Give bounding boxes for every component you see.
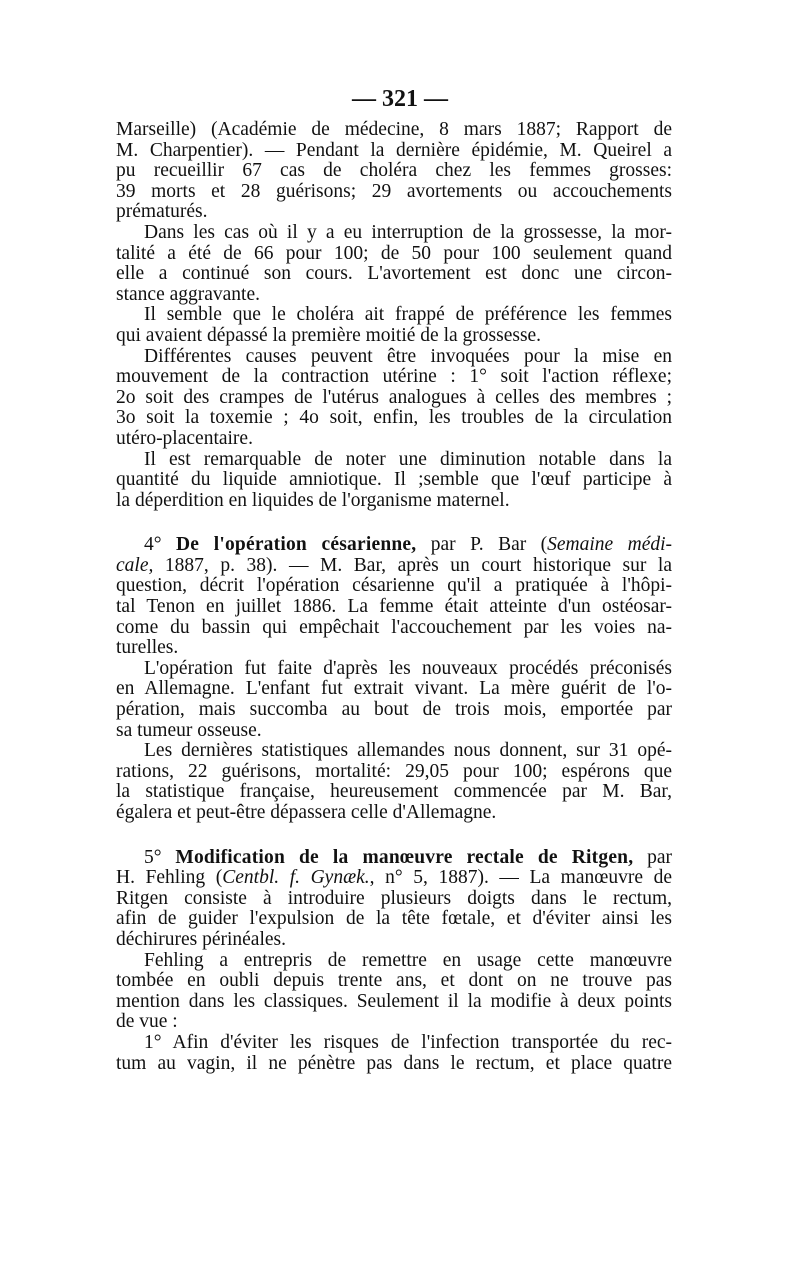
section-4-number: 4° [144,534,162,556]
text-line: tal Tenon en juillet 1886. La femme était atteinte d'un ostéosar- [116,596,672,618]
section-5-paragraphs [116,951,672,1075]
text-line: Les dernières statistiques allemandes nous donnent, sur 31 opé- [144,740,672,762]
section-4-byline: par P. Bar ( [416,534,548,556]
section-5-line-2 [116,868,672,889]
text-line: question, décrit l'opération césarienne qu'il a pratiquée à l'hôpi- [116,575,672,597]
section-4-line-2-text: 1887, p. 38). — M. Bar, après un court historique sur la [153,554,672,576]
section-4-paragraphs [116,659,672,824]
text-line: pération, mais succomba au bout de trois mois, emportée par [116,699,672,721]
text-line: Dans les cas où il y a eu interruption de la grossesse, la mor- [144,221,672,243]
section-4-lines [116,576,672,658]
text-line: 1° Afin d'éviter les risques de l'infection transportée du rec- [144,1031,672,1053]
paragraph [116,951,672,1033]
section-gap [116,824,672,848]
section-5-heading-line [116,848,672,869]
section-4-heading-line [116,535,672,556]
text-line: elle a continué son cours. L'avortement est donc une circon- [116,263,672,285]
text-line: la statistique française, heureusement commencée par M. Bar, [116,781,672,803]
text-line: afin de guider l'expulsion de la tête fœtale, et d'éviter ainsi les [116,908,672,930]
text-line: tum au vagin, il ne pénètre pas dans le rectum, et place quatre [116,1052,672,1074]
text-line: sa tumeur osseuse. [116,719,262,741]
paragraph [116,1033,672,1074]
text-line: come du bassin qui empêchait l'accouchement par les voies na- [116,616,672,638]
text-line: Il est remarquable de noter une diminution notable dans la [144,448,672,470]
text-line: tombée en oubli depuis trente ans, et dont on ne trouve pas [116,970,672,992]
text-line: prématurés. [116,201,208,223]
text-line: Ritgen consiste à introduire plusieurs doigts dans le rectum, [116,887,672,909]
paragraph [116,305,672,346]
text-line: M. Charpentier). — Pendant la dernière épidémie, M. Queirel a [116,139,672,161]
paragraph [116,450,672,512]
section-5-lines [116,889,672,951]
section-5-number: 5° [144,846,162,868]
section-5 [116,848,672,1075]
section-5-line-2-text: , n° 5, 1887). — La manœuvre de [369,867,672,889]
text-line: déchirures périnéales. [116,928,286,950]
section-5-author: H. Fehling ( [116,867,223,889]
paragraph [116,347,672,450]
paragraph [116,223,672,305]
text-line: qui avaient dépassé la première moitié de la grossesse. [116,324,542,346]
text-line: 2o soit des crampes de l'utérus analogues à celles des membres ; [116,386,672,408]
text-line: L'opération fut faite d'après les nouveaux procédés préconisés [144,657,672,679]
paragraph [116,120,672,223]
intro-paragraphs [116,120,672,511]
text-line: 39 morts et 28 guérisons; 29 avortements ou accouchements [116,180,672,202]
text-line: de vue : [116,1011,178,1033]
text-line: utéro-placentaire. [116,427,253,449]
text-line: Marseille) (Académie de médecine, 8 mars 1887; Rapport de [116,119,672,140]
page-number: — 321 — [352,86,448,112]
text-line: Différentes causes peuvent être invoquées pour la mise en [144,345,672,367]
text-line: en Allemagne. L'enfant fut extrait vivant. La mère guérit de l'o- [116,678,672,700]
body-text [116,120,672,1074]
text-line: 3o soit la toxemie ; 4o soit, enfin, les troubles de la circulation [116,407,672,429]
section-4-line-2 [116,556,672,577]
text-line: mention dans les classiques. Seulement il la modifie à deux points [116,990,672,1012]
section-4-journal: Semaine médi- [547,534,673,556]
text-line: quantité du liquide amniotique. Il ;semble que l'œuf participe à [116,469,672,491]
text-line: talité a été de 66 pour 100; de 50 pour 100 seulement quand [116,242,672,264]
text-line: la déperdition en liquides de l'organisme maternel. [116,489,510,511]
text-line: égalera et peut-être dépassera celle d'Allemagne. [116,802,497,823]
text-line: pu recueillir 67 cas de choléra chez les femmes grosses: [116,160,672,182]
text-line: mouvement de la contraction utérine : 1° soit l'action réflexe; [116,366,672,388]
section-4-title: De l'opération césarienne, [175,534,417,556]
section-5-title: Modification de la manœuvre rectale de Ritgen, [175,846,634,868]
section-4 [116,535,672,823]
text-line: rations, 22 guérisons, mortalité: 29,05 pour 100; espérons que [116,760,672,782]
section-4-journal-cont: cale, [116,554,154,576]
paragraph [116,659,672,741]
text-line: turelles. [116,637,179,659]
text-line: Il semble que le choléra ait frappé de préférence les femmes [144,304,672,326]
paragraph [116,741,672,823]
section-gap [116,511,672,535]
section-5-byline: par [633,846,673,868]
section-5-journal: Centbl. f. Gynæk. [222,867,370,889]
text-line: stance aggravante. [116,283,261,305]
text-line: Fehling a entrepris de remettre en usage cette manœuvre [144,949,672,971]
